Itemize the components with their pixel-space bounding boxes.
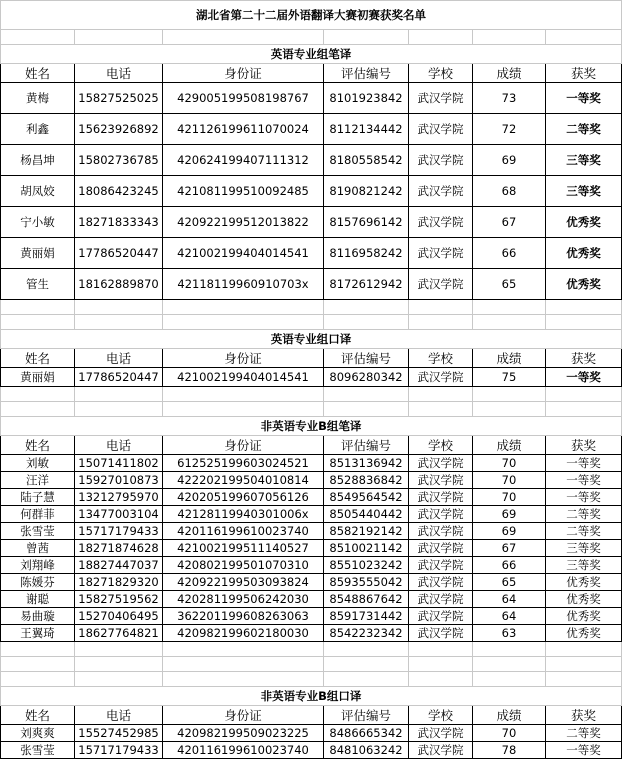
cell-phone: 18271874628 [75,540,163,557]
cell-eval-number: 8157696142 [324,207,409,238]
cell-score: 67 [473,207,546,238]
blank-row [1,300,622,315]
cell-score: 78 [473,742,546,759]
cell-id-number: 422202199504010814 [163,472,324,489]
cell-eval-number: 8180558542 [324,145,409,176]
cell-eval-number: 8548867642 [324,591,409,608]
cell-id-number: 421002199404014541 [163,238,324,269]
cell-eval-number: 8593555042 [324,574,409,591]
cell-school: 武汉学院 [409,625,473,642]
cell-eval-number: 8172612942 [324,269,409,300]
empty-cell [163,672,324,687]
empty-cell [473,642,546,657]
empty-cell [1,315,75,330]
cell-phone: 15927010873 [75,472,163,489]
cell-name: 刘翔峰 [1,557,75,574]
cell-name: 管生 [1,269,75,300]
cell-phone: 15827519562 [75,591,163,608]
cell-name: 曾茜 [1,540,75,557]
blank-row [1,672,622,687]
empty-cell [163,642,324,657]
empty-cell [1,300,75,315]
cell-phone: 15717179433 [75,523,163,540]
cell-school: 武汉学院 [409,574,473,591]
cell-school: 武汉学院 [409,114,473,145]
cell-eval-number: 8582192142 [324,523,409,540]
empty-cell [163,387,324,402]
empty-cell [163,30,324,45]
cell-award: 二等奖 [546,506,622,523]
empty-cell [324,30,409,45]
cell-award: 三等奖 [546,557,622,574]
cell-name: 胡凤姣 [1,176,75,207]
cell-eval-number: 8481063242 [324,742,409,759]
cell-id-number: 420982199509023225 [163,725,324,742]
cell-name: 张雪莹 [1,523,75,540]
empty-cell [1,642,75,657]
cell-id-number: 420624199407111312 [163,145,324,176]
cell-award: 一等奖 [546,83,622,114]
cell-phone: 13477003104 [75,506,163,523]
cell-school: 武汉学院 [409,489,473,506]
table-row [1,608,622,625]
table-row [1,625,622,642]
cell-phone: 15527452985 [75,725,163,742]
column-header-score: 成绩 [473,349,546,368]
cell-id-number: 420116199610023740 [163,523,324,540]
empty-cell [1,657,75,672]
column-header-eval-number: 评估编号 [324,349,409,368]
header-row [1,436,622,455]
column-header-school: 学校 [409,706,473,725]
empty-cell [546,402,622,417]
cell-school: 武汉学院 [409,725,473,742]
empty-cell [75,642,163,657]
cell-name: 陈媛芬 [1,574,75,591]
blank-row [1,657,622,672]
cell-score: 67 [473,540,546,557]
column-header-eval-number: 评估编号 [324,436,409,455]
table-row [1,145,622,176]
empty-cell [75,672,163,687]
cell-score: 73 [473,83,546,114]
section-title: 非英语专业B组笔译 [1,417,622,436]
cell-name: 宁小敏 [1,207,75,238]
cell-id-number: 420922199512013822 [163,207,324,238]
column-header-score: 成绩 [473,436,546,455]
empty-cell [409,387,473,402]
table-row [1,574,622,591]
empty-cell [546,387,622,402]
column-header-id-number: 身份证 [163,706,324,725]
blank-row [1,315,622,330]
cell-id-number: 421126199611070024 [163,114,324,145]
cell-phone: 15270406495 [75,608,163,625]
column-header-phone: 电话 [75,349,163,368]
cell-score: 65 [473,269,546,300]
empty-cell [324,402,409,417]
table-row [1,83,622,114]
cell-name: 何群菲 [1,506,75,523]
empty-cell [546,642,622,657]
empty-cell [75,300,163,315]
section-title: 非英语专业B组口译 [1,687,622,706]
cell-phone: 18271833343 [75,207,163,238]
cell-school: 武汉学院 [409,608,473,625]
column-header-phone: 电话 [75,706,163,725]
cell-name: 易曲璇 [1,608,75,625]
cell-score: 70 [473,455,546,472]
cell-school: 武汉学院 [409,557,473,574]
empty-cell [1,387,75,402]
table-row [1,540,622,557]
cell-id-number: 362201199608263063 [163,608,324,625]
cell-eval-number: 8096280342 [324,368,409,387]
cell-name: 黄丽娟 [1,238,75,269]
empty-cell [409,30,473,45]
table-row [1,523,622,540]
cell-phone: 15623926892 [75,114,163,145]
page-title: 湖北省第二十二届外语翻译大赛初赛获奖名单 [1,1,622,30]
empty-cell [163,315,324,330]
cell-phone: 18162889870 [75,269,163,300]
cell-score: 68 [473,176,546,207]
cell-award: 一等奖 [546,472,622,489]
header-row [1,706,622,725]
cell-school: 武汉学院 [409,207,473,238]
empty-cell [75,315,163,330]
column-header-score: 成绩 [473,64,546,83]
cell-school: 武汉学院 [409,83,473,114]
cell-id-number: 429005199508198767 [163,83,324,114]
cell-score: 70 [473,725,546,742]
cell-eval-number: 8549564542 [324,489,409,506]
cell-id-number: 420802199501070310 [163,557,324,574]
cell-id-number: 612525199603024521 [163,455,324,472]
cell-award: 二等奖 [546,114,622,145]
cell-school: 武汉学院 [409,742,473,759]
table-row [1,472,622,489]
blank-row [1,402,622,417]
column-header-award: 获奖 [546,436,622,455]
column-header-name: 姓名 [1,436,75,455]
cell-school: 武汉学院 [409,368,473,387]
cell-award: 二等奖 [546,523,622,540]
empty-cell [409,642,473,657]
cell-score: 69 [473,523,546,540]
empty-cell [324,387,409,402]
cell-phone: 13212795970 [75,489,163,506]
table-row [1,506,622,523]
table-row [1,557,622,574]
empty-cell [324,300,409,315]
cell-id-number: 420116199610023740 [163,742,324,759]
column-header-name: 姓名 [1,349,75,368]
blank-row [1,387,622,402]
blank-row [1,30,622,45]
cell-award: 优秀奖 [546,269,622,300]
column-header-id-number: 身份证 [163,436,324,455]
cell-school: 武汉学院 [409,238,473,269]
cell-phone: 18271829320 [75,574,163,591]
column-header-phone: 电话 [75,64,163,83]
column-header-id-number: 身份证 [163,349,324,368]
blank-row [1,642,622,657]
cell-award: 三等奖 [546,176,622,207]
table-row [1,207,622,238]
empty-cell [473,672,546,687]
cell-eval-number: 8513136942 [324,455,409,472]
empty-cell [546,315,622,330]
table-row [1,238,622,269]
empty-cell [1,30,75,45]
cell-name: 王翼琦 [1,625,75,642]
empty-cell [546,30,622,45]
table-row [1,455,622,472]
column-header-school: 学校 [409,64,473,83]
cell-score: 70 [473,472,546,489]
empty-cell [163,402,324,417]
empty-cell [473,402,546,417]
cell-score: 63 [473,625,546,642]
cell-eval-number: 8528836842 [324,472,409,489]
cell-phone: 15071411802 [75,455,163,472]
cell-phone: 17786520447 [75,238,163,269]
empty-cell [324,315,409,330]
cell-score: 75 [473,368,546,387]
cell-phone: 18627764821 [75,625,163,642]
empty-cell [324,642,409,657]
cell-award: 优秀奖 [546,574,622,591]
table-row [1,725,622,742]
column-header-phone: 电话 [75,436,163,455]
column-header-eval-number: 评估编号 [324,64,409,83]
empty-cell [546,672,622,687]
cell-score: 72 [473,114,546,145]
cell-award: 优秀奖 [546,591,622,608]
cell-name: 黄丽娟 [1,368,75,387]
cell-school: 武汉学院 [409,540,473,557]
cell-score: 66 [473,557,546,574]
cell-award: 三等奖 [546,540,622,557]
cell-id-number: 420922199503093824 [163,574,324,591]
cell-id-number: 420205199607056126 [163,489,324,506]
empty-cell [1,402,75,417]
cell-award: 一等奖 [546,489,622,506]
table-row [1,368,622,387]
cell-school: 武汉学院 [409,472,473,489]
cell-eval-number: 8510021142 [324,540,409,557]
empty-cell [75,30,163,45]
cell-eval-number: 8551023242 [324,557,409,574]
cell-score: 69 [473,145,546,176]
cell-school: 武汉学院 [409,506,473,523]
empty-cell [409,657,473,672]
cell-name: 利鑫 [1,114,75,145]
cell-eval-number: 8112134442 [324,114,409,145]
section-title: 英语专业组口译 [1,330,622,349]
cell-phone: 18086423245 [75,176,163,207]
cell-score: 70 [473,489,546,506]
cell-eval-number: 8591731442 [324,608,409,625]
table-row [1,489,622,506]
cell-school: 武汉学院 [409,145,473,176]
cell-name: 陆子慧 [1,489,75,506]
cell-score: 64 [473,591,546,608]
empty-cell [546,657,622,672]
cell-phone: 18827447037 [75,557,163,574]
cell-award: 优秀奖 [546,625,622,642]
cell-award: 一等奖 [546,742,622,759]
cell-eval-number: 8101923842 [324,83,409,114]
cell-school: 武汉学院 [409,176,473,207]
cell-name: 张雪莹 [1,742,75,759]
cell-school: 武汉学院 [409,591,473,608]
empty-cell [473,657,546,672]
empty-cell [75,387,163,402]
cell-name: 杨昌坤 [1,145,75,176]
cell-award: 优秀奖 [546,207,622,238]
table-row [1,742,622,759]
empty-cell [163,657,324,672]
cell-score: 65 [473,574,546,591]
empty-cell [324,657,409,672]
table-row [1,269,622,300]
empty-cell [473,387,546,402]
cell-award: 二等奖 [546,725,622,742]
table-row [1,591,622,608]
column-header-award: 获奖 [546,349,622,368]
empty-cell [1,672,75,687]
column-header-award: 获奖 [546,706,622,725]
empty-cell [75,657,163,672]
cell-school: 武汉学院 [409,455,473,472]
cell-name: 汪洋 [1,472,75,489]
cell-phone: 15827525025 [75,83,163,114]
cell-id-number: 421002199404014541 [163,368,324,387]
cell-name: 刘敏 [1,455,75,472]
cell-id-number: 42128119940301006x [163,506,324,523]
column-header-score: 成绩 [473,706,546,725]
cell-id-number: 421081199510092485 [163,176,324,207]
empty-cell [473,30,546,45]
cell-score: 64 [473,608,546,625]
cell-name: 黄梅 [1,83,75,114]
column-header-school: 学校 [409,349,473,368]
cell-phone: 15717179433 [75,742,163,759]
cell-name: 刘爽爽 [1,725,75,742]
cell-award: 优秀奖 [546,608,622,625]
column-header-id-number: 身份证 [163,64,324,83]
empty-cell [473,315,546,330]
header-row [1,349,622,368]
cell-phone: 17786520447 [75,368,163,387]
table-row [1,114,622,145]
column-header-award: 获奖 [546,64,622,83]
cell-eval-number: 8505440442 [324,506,409,523]
empty-cell [409,315,473,330]
cell-name: 谢聪 [1,591,75,608]
cell-award: 一等奖 [546,368,622,387]
empty-cell [409,672,473,687]
empty-cell [473,300,546,315]
cell-award: 优秀奖 [546,238,622,269]
empty-cell [324,672,409,687]
empty-cell [163,300,324,315]
cell-school: 武汉学院 [409,523,473,540]
empty-cell [409,402,473,417]
cell-eval-number: 8190821242 [324,176,409,207]
cell-eval-number: 8116958242 [324,238,409,269]
section-title: 英语专业组笔译 [1,45,622,64]
cell-score: 66 [473,238,546,269]
column-header-eval-number: 评估编号 [324,706,409,725]
cell-school: 武汉学院 [409,269,473,300]
empty-cell [75,402,163,417]
cell-eval-number: 8486665342 [324,725,409,742]
column-header-name: 姓名 [1,64,75,83]
cell-score: 69 [473,506,546,523]
empty-cell [409,300,473,315]
cell-award: 三等奖 [546,145,622,176]
cell-phone: 15802736785 [75,145,163,176]
table-row [1,176,622,207]
cell-eval-number: 8542232342 [324,625,409,642]
cell-id-number: 42118119960910703x [163,269,324,300]
column-header-school: 学校 [409,436,473,455]
cell-id-number: 420281199506242030 [163,591,324,608]
cell-id-number: 420982199602180030 [163,625,324,642]
header-row [1,64,622,83]
column-header-name: 姓名 [1,706,75,725]
cell-award: 一等奖 [546,455,622,472]
empty-cell [546,300,622,315]
cell-id-number: 421002199511140527 [163,540,324,557]
